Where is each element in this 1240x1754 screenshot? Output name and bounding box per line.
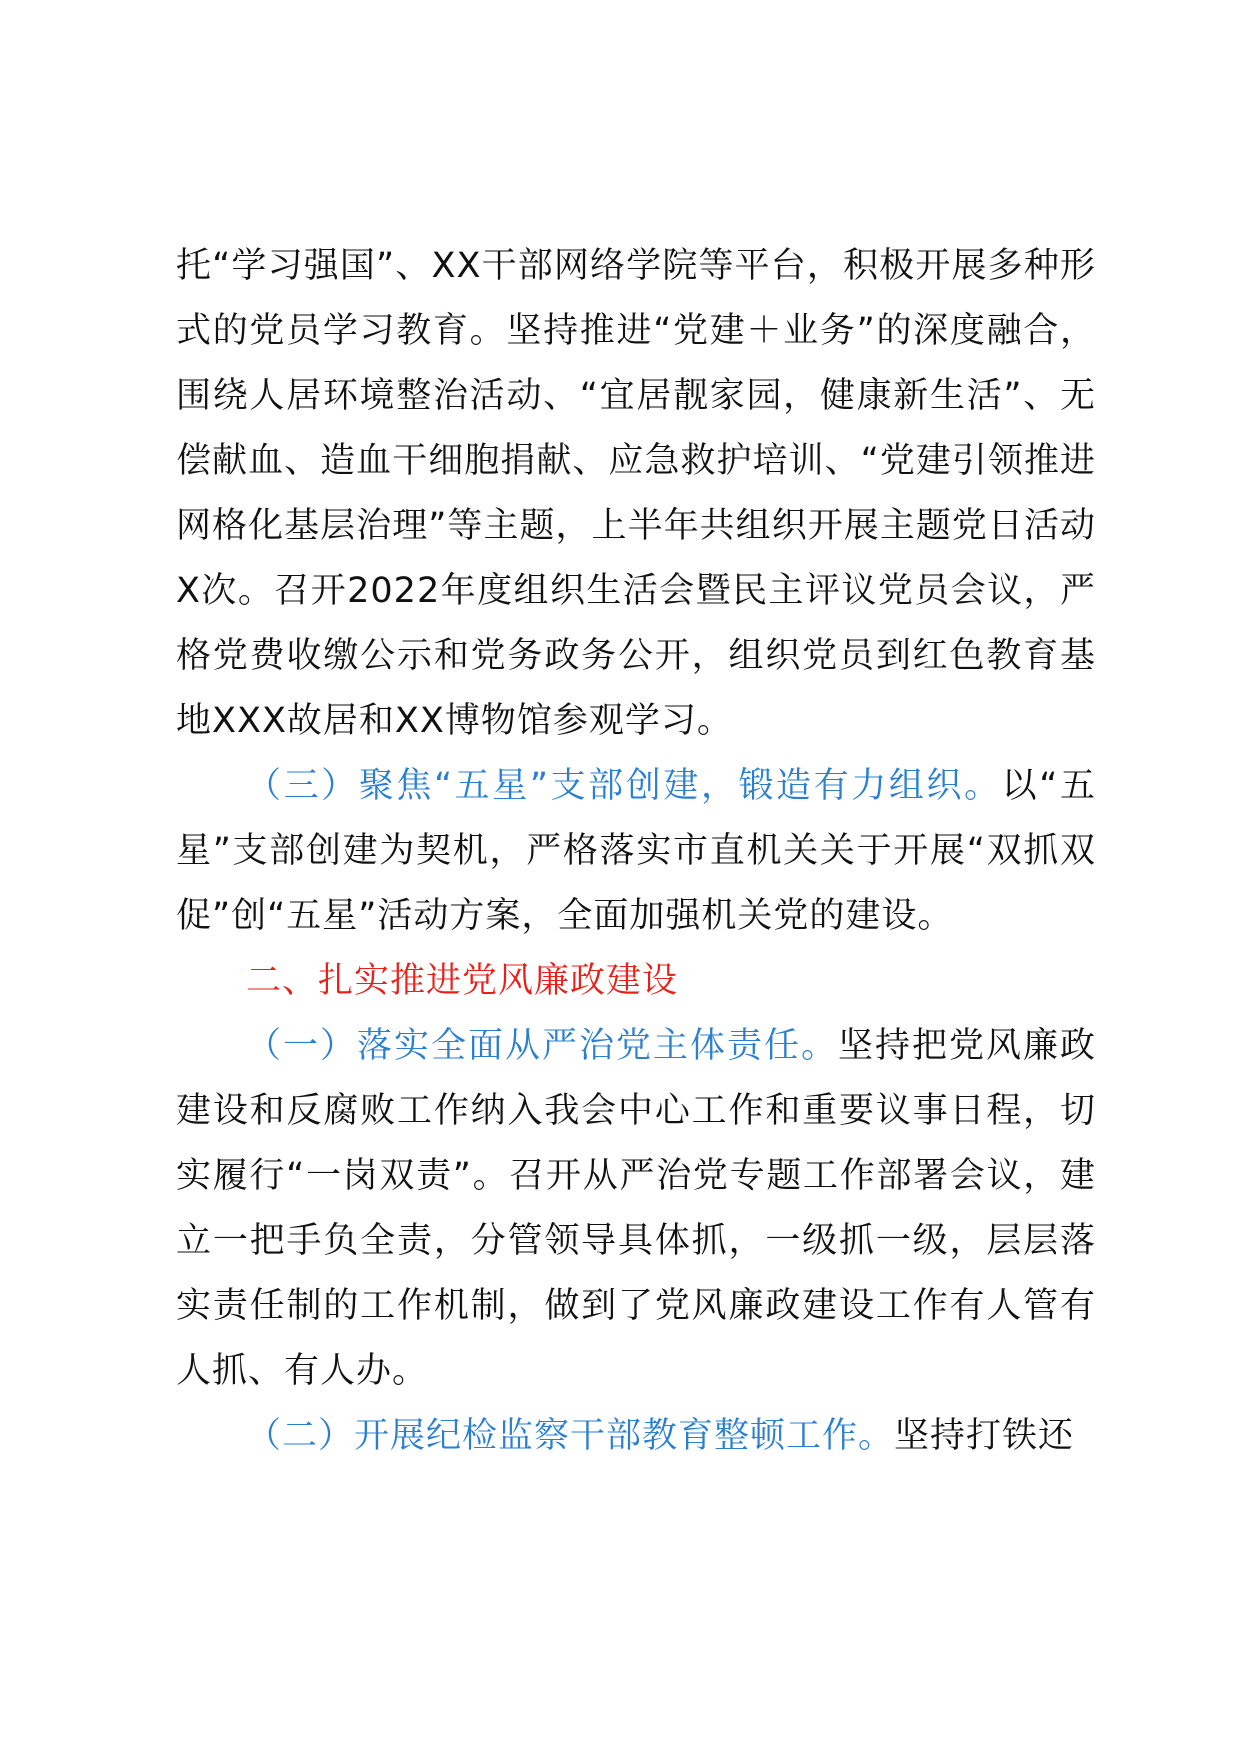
paragraph-continuation (176, 234, 1096, 754)
paragraph-text: 坚持把党风廉政建设和反腐败工作纳入我会中心工作和重要议事日程，切实履行“一岗双责”。召开从严治党专题工作部署会议，建立一把手负全责，分管领导具体抓，一级抓一级，层层落实责任制的工作机制，做到了党风廉政建设工作有人管有人抓、有人办。 (176, 1026, 1096, 1391)
subheading-three: （三）聚焦“五星”支部创建，锻造有力组织。 (246, 766, 1002, 806)
paragraph-text: 坚持打铁还 (894, 1416, 1075, 1456)
paragraph-five-star-branch (176, 754, 1096, 949)
paragraph-party-responsibility (176, 1014, 1096, 1404)
paragraph-discipline-inspection (176, 1404, 1096, 1469)
paragraph-text: 托“学习强国”、XX干部网络学院等平台，积极开展多种形式的党员学习教育。坚持推进“党建＋业务”的深度融合，围绕人居环境整治活动、“宜居靓家园，健康新生活”、无偿献血、造血干细胞捐献、应急救护培训、“党建引领推进网格化基层治理”等主题，上半年共组织开展主题党日活动X次。召开2022年度组织生活会暨民主评议党员会议，严格党费收缴公示和党务政务公开，组织党员到红色教育基地XXX故居和XX博物馆参观学习。 (176, 246, 1096, 741)
paragraph-text: 以“五星”支部创建为契机，严格落实市直机关关于开展“双抓双促”创“五星”活动方案，全面加强机关党的建设。 (176, 766, 1096, 936)
subheading-two: （二）开展纪检监察干部教育整顿工作。 (246, 1416, 895, 1456)
subheading-one: （一）落实全面从严治党主体责任。 (246, 1026, 838, 1066)
document-body (176, 234, 1096, 1469)
section-title-two: 二、扎实推进党风廉政建设 (246, 961, 679, 1001)
